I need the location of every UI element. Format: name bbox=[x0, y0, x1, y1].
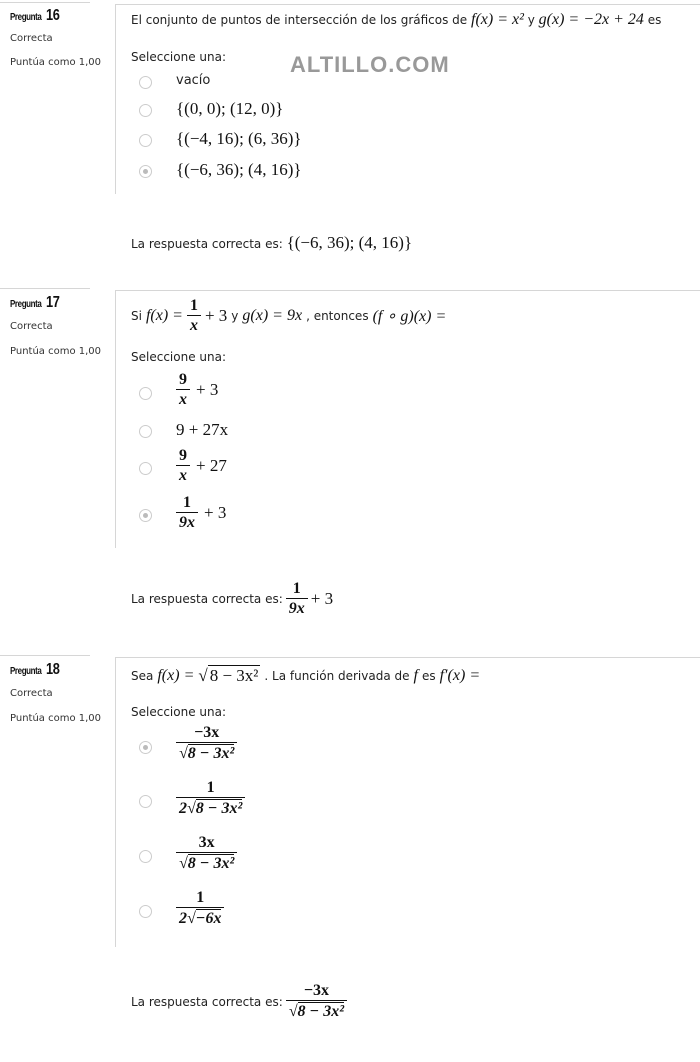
radio-option-4-selected[interactable] bbox=[139, 509, 152, 522]
question-status: Correcta bbox=[10, 33, 53, 44]
denominator: x bbox=[187, 315, 201, 335]
prompt-text: El conjunto de puntos de intersección de los gráficos de bbox=[131, 13, 468, 27]
correct-answer bbox=[131, 982, 347, 1021]
question-number bbox=[10, 7, 63, 25]
denominator: x bbox=[176, 389, 190, 409]
question-number bbox=[10, 661, 63, 679]
numerator: 3x bbox=[198, 834, 215, 851]
math-g: g(x) = 9x bbox=[242, 307, 303, 324]
radio-option-2[interactable] bbox=[139, 425, 152, 438]
math-tail: + 3 bbox=[196, 380, 219, 399]
denominator: x bbox=[176, 465, 190, 485]
answer-label: La respuesta correcta es: bbox=[131, 994, 283, 1009]
radio-option-3[interactable] bbox=[139, 462, 152, 475]
radicand: 8 − 3x² bbox=[187, 745, 235, 762]
question-status: Correcta bbox=[10, 688, 53, 699]
numerator: 1 bbox=[183, 494, 191, 511]
question-number-value: 18 bbox=[46, 661, 60, 678]
question-number-value: 16 bbox=[46, 7, 60, 24]
select-label: Seleccione una: bbox=[131, 50, 226, 64]
option-label[interactable]: {(−6, 36); (4, 16)} bbox=[176, 160, 302, 179]
math-g: g(x) = −2x + 24 bbox=[538, 11, 644, 28]
option-label[interactable]: {(0, 0); (12, 0)} bbox=[176, 99, 284, 118]
divider bbox=[0, 2, 90, 3]
divider bbox=[0, 655, 90, 656]
select-label: Seleccione una: bbox=[131, 350, 226, 364]
divider bbox=[115, 290, 700, 291]
radicand: −6x bbox=[195, 910, 222, 927]
correct-answer bbox=[131, 233, 412, 253]
select-label: Seleccione una: bbox=[131, 705, 226, 719]
prompt-text: . La función derivada de bbox=[264, 669, 410, 683]
radio-option-1[interactable] bbox=[139, 76, 152, 89]
radio-option-4[interactable] bbox=[139, 905, 152, 918]
answer-label: La respuesta correcta es: bbox=[131, 237, 283, 251]
sqrt: √ 8 − 3x² bbox=[198, 666, 259, 685]
radio-option-2[interactable] bbox=[139, 104, 152, 117]
option-label[interactable]: vacío bbox=[176, 73, 211, 88]
question-grade: Puntúa como 1,00 bbox=[10, 57, 102, 68]
denominator: 2√−6x bbox=[176, 907, 224, 928]
math-tail: + 27 bbox=[196, 456, 227, 475]
option-label[interactable] bbox=[176, 494, 226, 532]
watermark: ALTILLO.COM bbox=[290, 52, 450, 77]
numerator: 9 bbox=[179, 371, 187, 388]
numerator: 1 bbox=[189, 297, 198, 314]
math-tail: + 3 bbox=[204, 306, 228, 325]
correct-answer bbox=[131, 580, 333, 618]
divider bbox=[115, 657, 116, 947]
divider bbox=[115, 4, 700, 5]
coefficient: 2 bbox=[179, 910, 187, 927]
option-label[interactable] bbox=[176, 447, 227, 485]
question-status: Correcta bbox=[10, 321, 53, 332]
math-derivative: f′(x) = bbox=[439, 667, 481, 684]
prompt-text: es bbox=[421, 669, 436, 683]
question-word: Pregunta bbox=[10, 666, 42, 677]
option-label[interactable] bbox=[176, 724, 237, 763]
math-f: f(x) = bbox=[157, 667, 195, 684]
divider bbox=[0, 288, 90, 289]
question-grade: Puntúa como 1,00 bbox=[10, 346, 102, 357]
answer-value: {(−6, 36); (4, 16)} bbox=[286, 233, 413, 252]
radicand: 8 − 3x² bbox=[195, 800, 243, 817]
divider bbox=[115, 657, 700, 658]
option-label[interactable] bbox=[176, 371, 218, 409]
prompt-text: , entonces bbox=[306, 309, 369, 323]
radio-option-4-selected[interactable] bbox=[139, 165, 152, 178]
option-label[interactable]: {(−4, 16); (6, 36)} bbox=[176, 129, 302, 148]
question-word: Pregunta bbox=[10, 299, 42, 310]
question-word: Pregunta bbox=[10, 12, 42, 23]
option-label[interactable] bbox=[176, 889, 224, 928]
denominator: 9x bbox=[176, 512, 198, 532]
question-number-value: 17 bbox=[46, 294, 60, 311]
fraction bbox=[187, 297, 201, 335]
prompt-text: y bbox=[527, 13, 535, 27]
denominator: 9x bbox=[286, 598, 308, 618]
radicand: 8 − 3x² bbox=[187, 855, 235, 872]
math-tail: + 3 bbox=[204, 503, 227, 522]
denominator: √8 − 3x² bbox=[286, 1000, 347, 1021]
math-f: f(x) = bbox=[145, 307, 183, 324]
answer-label: La respuesta correcta es: bbox=[131, 592, 283, 606]
math-composition: (f ∘ g)(x) = bbox=[372, 308, 447, 325]
divider bbox=[115, 290, 116, 548]
prompt-text: y bbox=[231, 309, 239, 323]
denominator: √8 − 3x² bbox=[176, 852, 237, 873]
divider bbox=[115, 4, 116, 194]
radio-option-1-selected[interactable] bbox=[139, 741, 152, 754]
denominator: 2√8 − 3x² bbox=[176, 797, 245, 818]
question-number bbox=[10, 294, 63, 312]
numerator: 1 bbox=[292, 580, 301, 597]
option-label[interactable] bbox=[176, 779, 245, 818]
numerator: 9 bbox=[179, 447, 187, 464]
radio-option-3[interactable] bbox=[139, 134, 152, 147]
question-grade: Puntúa como 1,00 bbox=[10, 713, 102, 724]
question-prompt bbox=[131, 297, 446, 335]
question-prompt bbox=[131, 666, 480, 686]
radio-option-1[interactable] bbox=[139, 387, 152, 400]
radio-option-2[interactable] bbox=[139, 795, 152, 808]
prompt-text: Si bbox=[131, 309, 142, 323]
math-f: f(x) = x² bbox=[471, 11, 524, 28]
radicand: 8 − 3x² bbox=[209, 666, 259, 685]
radicand: 8 − 3x² bbox=[297, 1003, 345, 1020]
option-label[interactable]: 9 + 27x bbox=[176, 420, 229, 439]
numerator: 1 bbox=[196, 889, 205, 906]
question-prompt bbox=[131, 11, 661, 29]
denominator: √8 − 3x² bbox=[176, 742, 237, 763]
prompt-text: Sea bbox=[131, 669, 154, 683]
prompt-text: es bbox=[647, 13, 662, 27]
radio-option-3[interactable] bbox=[139, 850, 152, 863]
numerator: 1 bbox=[206, 779, 215, 796]
option-label[interactable] bbox=[176, 834, 237, 873]
numerator: −3x bbox=[303, 982, 329, 999]
math-tail: + 3 bbox=[310, 589, 334, 608]
math-f: f bbox=[413, 667, 418, 684]
numerator: −3x bbox=[194, 724, 220, 741]
coefficient: 2 bbox=[179, 800, 187, 817]
